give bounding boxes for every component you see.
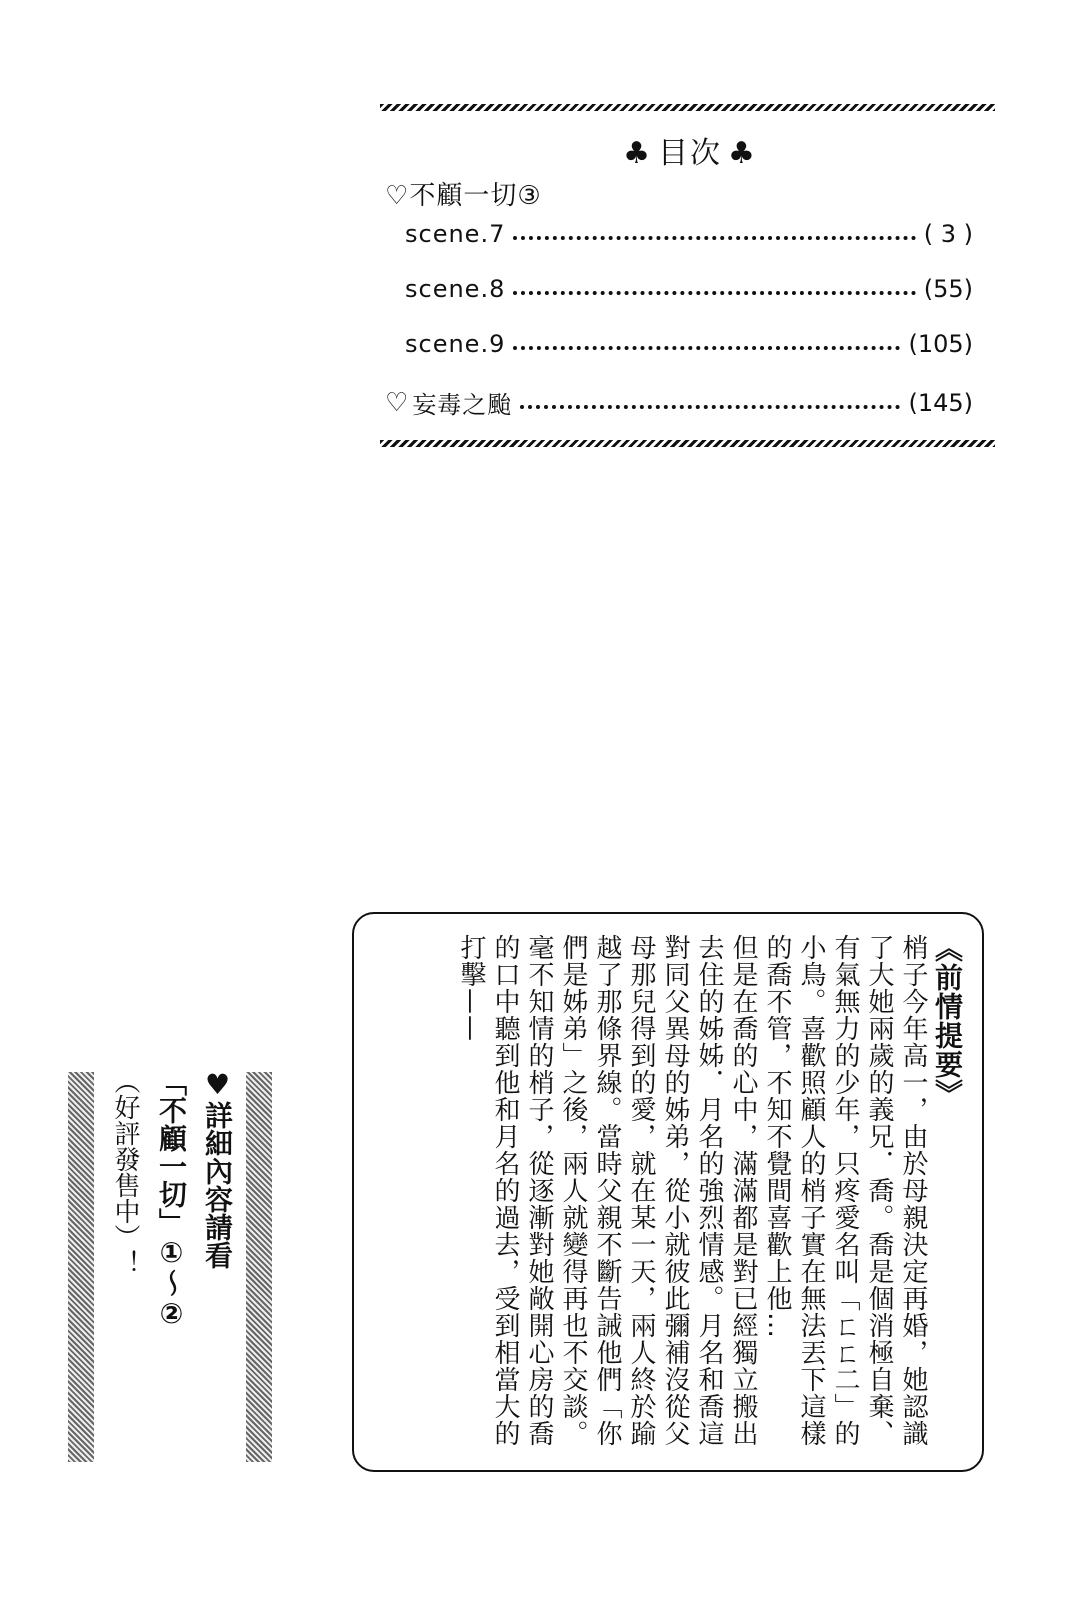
- toc-entry: [405, 220, 973, 248]
- toc-entry-page: (105): [908, 330, 973, 358]
- club-icon: ♣: [728, 136, 757, 171]
- toc-section-heading: [385, 175, 542, 212]
- summary-title: 《前情提要》: [931, 934, 964, 1108]
- toc-title-text: 目次: [658, 136, 722, 171]
- decorative-stripe: [246, 1072, 272, 1462]
- toc-entry-page: ( 3 ): [923, 220, 973, 248]
- toc-entry-label: scene.8: [405, 275, 506, 303]
- toc-entry-label: 妄毒之颱: [412, 391, 513, 419]
- toc-title: [600, 128, 780, 172]
- notice-line: （好評發售中）！: [110, 1068, 140, 1276]
- heart-outline-icon: ♡: [385, 387, 409, 418]
- bottom-decorative-rule: [380, 440, 995, 447]
- section-title: 不顧一切③: [409, 181, 542, 211]
- toc-entry-page: (55): [923, 275, 973, 303]
- toc-leader-dots: [513, 346, 900, 350]
- toc-entry-page: (145): [908, 388, 973, 417]
- toc-entry-label: scene.9: [405, 330, 506, 358]
- heart-filled-icon: ♥: [201, 1068, 234, 1101]
- series-notice: [100, 1068, 240, 1468]
- club-icon: ♣: [623, 136, 652, 171]
- summary-paragraph: 梢子今年高一，由於母親決定再婚，她認識了大她兩歲的義兄．喬。喬是個消極自棄、有氣無力的少年，只疼愛名叫「ㄈㄈ二」的小鳥。喜歡照顧人的梢子實在無法丟下這樣的喬不管，不知不覺間喜歡上他…: [762, 934, 928, 1447]
- notice-line: 「不顧一切」①～②: [155, 1068, 188, 1330]
- summary-paragraph: 但是在喬的心中，滿滿都是對已經獨立搬出去住的姊姊．月名的強烈情感。月名和喬這對同父異母的姊弟，從小就彼此彌補沒從父母那兒得到的愛，就在某一天，兩人終於踰越了那條界線。當時父親不斷告誡他們「你們是姊弟」之後，兩人就變得再也不交談。: [558, 934, 758, 1447]
- toc-entry: [385, 385, 973, 420]
- toc-leader-dots: [520, 405, 900, 409]
- toc-leader-dots: [513, 236, 915, 240]
- summary-paragraph: 毫不知情的梢子，從逐漸對她敞開心房的喬的口中聽到他和月名的過去，受到相當大的打擊——: [456, 934, 554, 1447]
- summary-box: [352, 912, 984, 1472]
- heart-outline-icon: ♡: [385, 181, 410, 211]
- toc-entry: [405, 275, 973, 303]
- top-decorative-rule: [380, 104, 995, 111]
- summary-text: [454, 934, 964, 1454]
- notice-line: ♥詳細內容請看: [201, 1068, 234, 1269]
- toc-leader-dots: [513, 291, 915, 295]
- toc-entry-label: scene.7: [405, 220, 506, 248]
- decorative-stripe: [68, 1072, 94, 1462]
- toc-entry: [405, 330, 973, 358]
